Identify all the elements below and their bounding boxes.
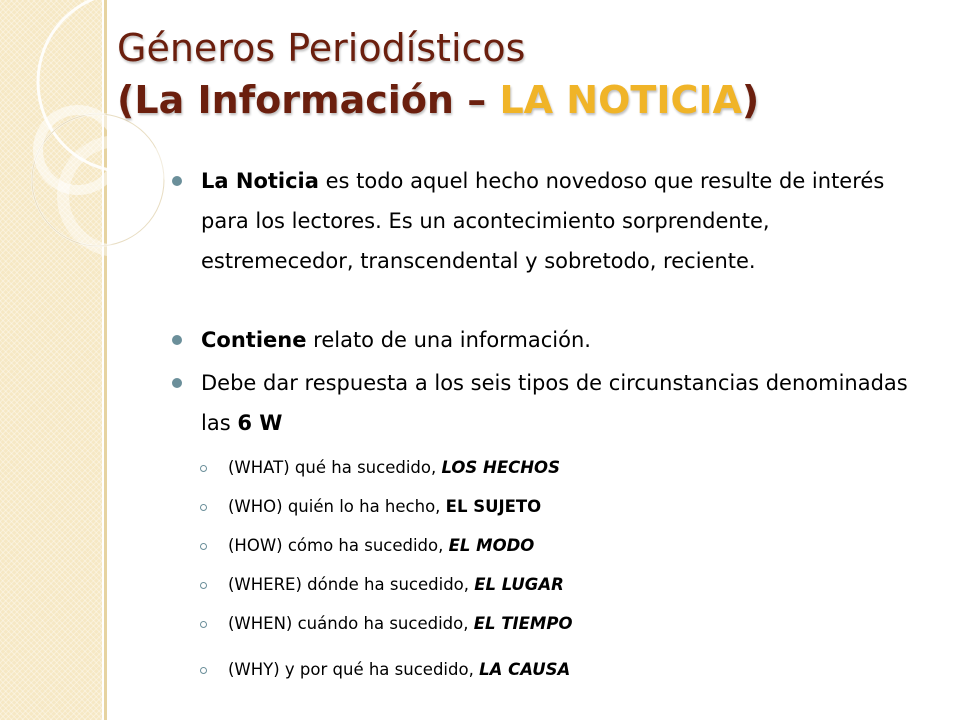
sub-text: (WHERE) dónde ha sucedido, [228,575,475,594]
bullet-dot-icon [172,176,182,186]
sub-bullet-icon [200,504,207,511]
sub-text: (WHO) quién lo ha hecho, [228,497,446,516]
title-accent: LA NOTICIA [499,78,742,122]
sub-emphasis: LA CAUSA [479,660,571,679]
sub-text: (WHAT) qué ha sucedido, [228,458,442,477]
bullet-text: es todo aquel hecho novedoso que resulte de interés para los lectores. Es un acontecimiento sorprendente, estremecedor, transcendental y sobretodo, reciente. [201,169,885,273]
sub-emphasis: LOS HECHOS [441,458,560,477]
title-line-1: Géneros Periodísticos [117,26,526,70]
bullet-text: Debe dar respuesta a los seis tipos de circunstancias denominadas las [201,371,908,435]
sub-bullet-icon [200,621,207,628]
title-paren-open: ( [117,78,135,122]
sub-emphasis: EL MODO [448,536,535,555]
bullet-bold: 6 W [237,411,283,435]
bullet-dot-icon [172,378,182,388]
bullet-bold: La Noticia [201,169,319,193]
bullet-dot-icon [172,335,182,345]
sub-text: (HOW) cómo ha sucedido, [228,536,449,555]
sub-text: (WHY) y por qué ha sucedido, [228,660,480,679]
slide-title [117,22,917,126]
sub-bullet-icon [200,667,207,674]
bullet-bold: Contiene [201,328,307,352]
sub-bullet-icon [200,582,207,589]
sub-bullet-icon [200,465,207,472]
sub-bullet-icon [200,543,207,550]
sub-emphasis: EL TIEMPO [473,614,573,633]
sub-text: (WHEN) cuándo ha sucedido, [228,614,474,633]
title-main: La Información – [134,78,500,122]
title-paren-close: ) [741,78,760,122]
sub-emphasis: EL LUGAR [474,575,564,594]
sub-emphasis: EL SUJETO [445,497,542,516]
title-line-2 [117,74,917,126]
bullet-text: relato de una información. [306,328,591,352]
